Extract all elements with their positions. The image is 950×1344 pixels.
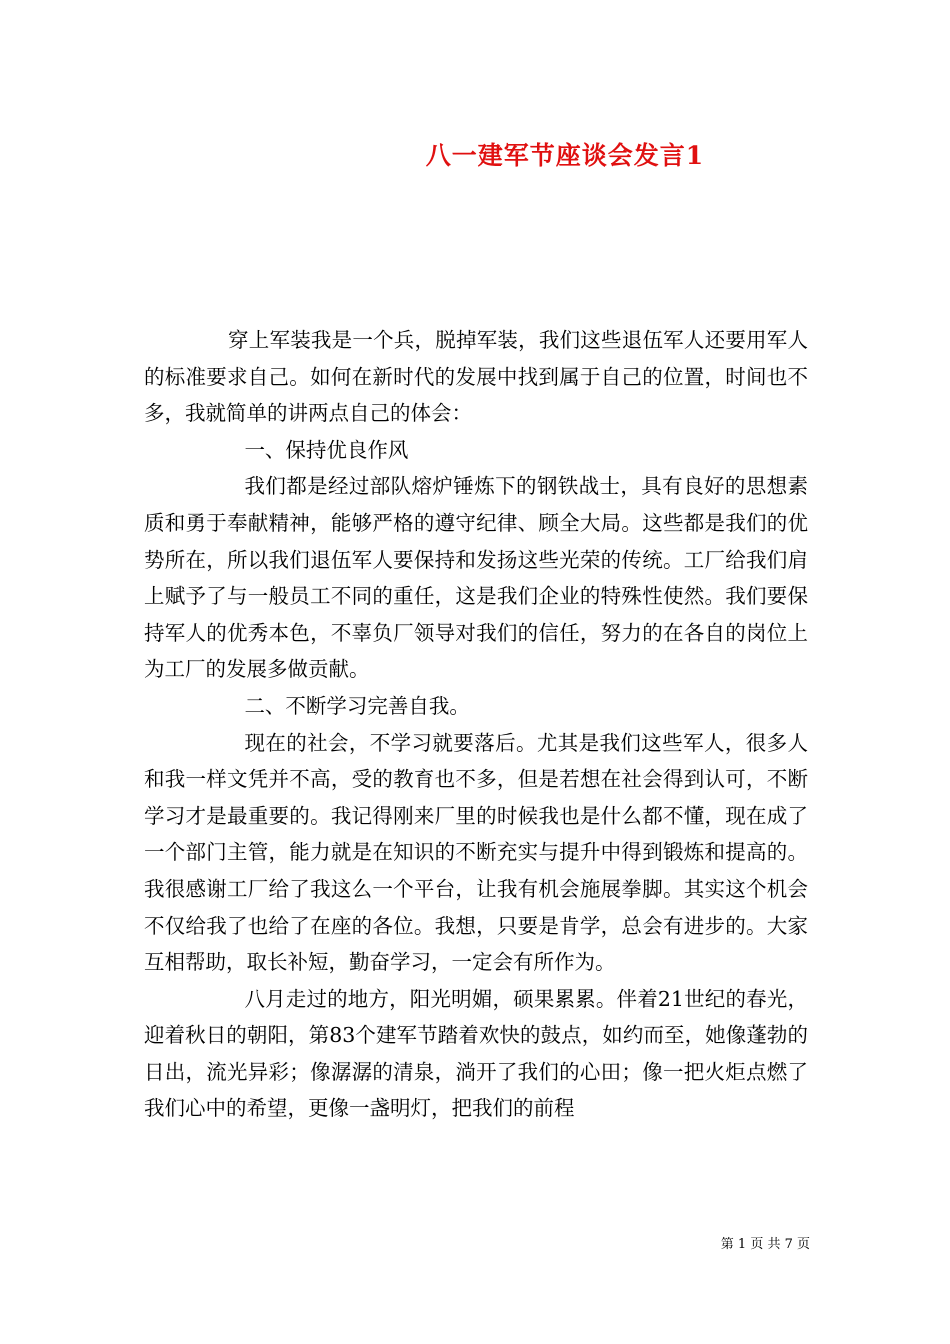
section-heading-2: 二、不断学习完善自我。 bbox=[244, 693, 470, 718]
document-body bbox=[144, 322, 808, 1127]
paragraph-section-2: 现在的社会，不学习就要落后。尤其是我们这些军人，很多人和我一样文凭并不高，受的教育也不多，但是若想在社会得到认可，不断学习才是最重要的。我记得刚来厂里的时候我也是什么都不懂，现在成了一个部门主管，能力就是在知识的不断充实与提升中得到锻炼和提高的。我很感谢工厂给了我这么一个平台，让我有机会施展拳脚。其实这个机会不仅给我了也给了在座的各位。我想，只要是肯学，总会有进步的。大家互相帮助，取长补短，勤奋学习，一定会有所作为。 bbox=[144, 730, 808, 975]
section-heading-1: 一、保持优良作风 bbox=[244, 437, 409, 462]
page-number: 第 1 页 共 7 页 bbox=[720, 1237, 810, 1252]
paragraph-august: 八月走过的地方，阳光明媚，硕果累累。伴着21世纪的春光，迎着秋日的朝阳，第83个建军节踏着欢快的鼓点，如约而至，她像蓬勃的日出，流光异彩；像潺潺的清泉，淌开了我们的心田；像一把火炬点燃了我们心中的希望，更像一盏明灯，把我们的前程 bbox=[144, 986, 808, 1121]
paragraph-section-1: 我们都是经过部队熔炉锤炼下的钢铁战士，具有良好的思想素质和勇于奉献精神，能够严格的遵守纪律、顾全大局。这些都是我们的优势所在，所以我们退伍军人要保持和发扬这些光荣的传统。工厂给我们肩上赋予了与一般员工不同的重任，这是我们企业的特殊性使然。我们要保持军人的优秀本色，不辜负厂领导对我们的信任，努力的在各自的岗位上为工厂的发展多做贡献。 bbox=[144, 474, 808, 682]
document-title: 八一建军节座谈会发言1 bbox=[425, 141, 705, 170]
paragraph-intro: 穿上军装我是一个兵，脱掉军装，我们这些退伍军人还要用军人的标准要求自己。如何在新时代的发展中找到属于自己的位置，时间也不多，我就简单的讲两点自己的体会： bbox=[144, 328, 808, 426]
